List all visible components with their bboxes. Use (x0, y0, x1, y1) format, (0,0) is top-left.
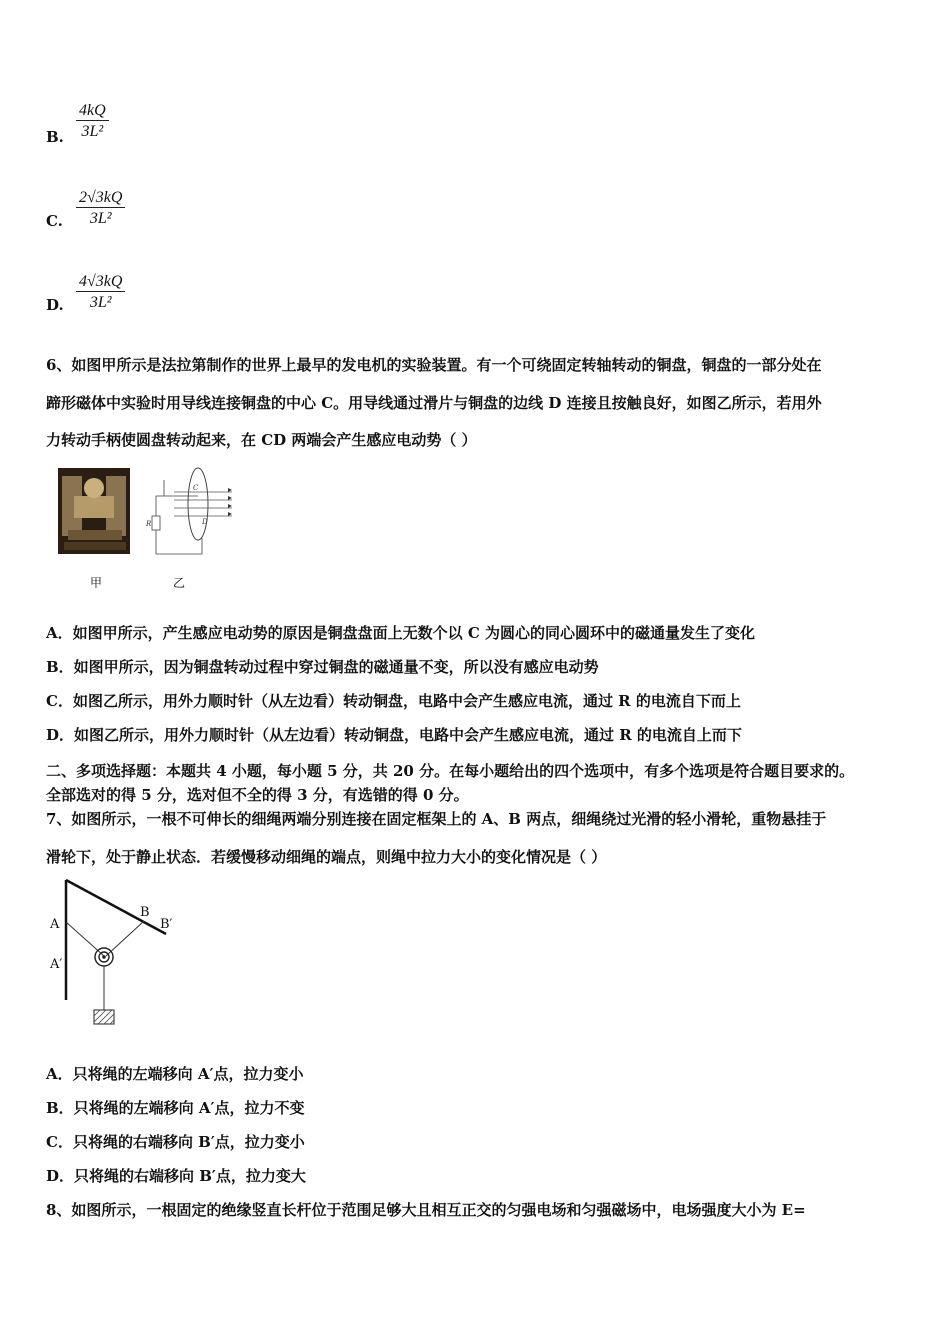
q6-line-1: 6、如图甲所示是法拉第制作的世界上最早的发电机的实验装置。有一个可绕固定转轴转动的铜盘，铜盘的一部分处在 (46, 356, 822, 374)
copper-disk-circuit-diagram (144, 466, 238, 562)
option-d-numerator: 4√3kQ (76, 273, 125, 292)
figure-caption-jia: 甲 (90, 576, 103, 590)
q8-line-1: 8、如图所示，一根固定的绝缘竖直长杆位于范围足够大且相互正交的匀强电场和匀强磁场中，电场强度大小为 E= (46, 1201, 806, 1219)
section2-line-2: 全部选对的得 5 分，选对但不全的得 3 分，有选错的得 0 分。 (46, 786, 469, 804)
option-c-fraction (76, 189, 125, 228)
pulley-frame-diagram (46, 876, 186, 1028)
label-b-prime: B′ (160, 917, 173, 932)
q7-line-1: 7、如图所示，一根不可伸长的细绳两端分别连接在固定框架上的 A、B 两点，细绳绕过光滑的轻小滑轮，重物悬挂于 (46, 810, 827, 828)
q7-line-2: 滑轮下，处于静止状态．若缓慢移动细绳的端点，则绳中拉力大小的变化情况是（ ） (46, 848, 607, 866)
label-b: B (140, 905, 150, 920)
label-d: D (202, 518, 208, 526)
option-b-denominator: 3L² (81, 123, 104, 140)
option-c-letter: C. (46, 212, 63, 230)
label-a-prime: A′ (50, 957, 63, 972)
faraday-generator-photo (58, 468, 130, 554)
q7-option-c: C．只将绳的右端移向 B′点，拉力变小 (46, 1133, 305, 1151)
q7-option-a: A．只将绳的左端移向 A′点，拉力变小 (46, 1065, 304, 1083)
label-a: A (50, 917, 60, 932)
option-b-numerator: 4kQ (76, 102, 109, 121)
label-c: C (193, 484, 199, 492)
q7-option-b: B．只将绳的左端移向 A′点，拉力不变 (46, 1099, 305, 1117)
q6-option-a: A．如图甲所示，产生感应电动势的原因是铜盘盘面上无数个以 C 为圆心的同心圆环中的磁通量发生了变化 (46, 624, 756, 642)
option-c-numerator: 2√3kQ (76, 189, 125, 208)
option-d-denominator: 3L² (89, 294, 112, 311)
q6-option-d: D．如图乙所示，用外力顺时针（从左边看）转动铜盘，电路中会产生感应电流，通过 R 的电流自上而下 (46, 726, 742, 744)
option-d-fraction (76, 273, 125, 312)
option-b-fraction (76, 102, 109, 141)
option-b-letter: B. (46, 128, 64, 146)
q6-line-3: 力转动手柄使圆盘转动起来，在 CD 两端会产生感应电动势（ ） (46, 431, 477, 449)
q7-option-d: D．只将绳的右端移向 B′点，拉力变大 (46, 1167, 306, 1185)
section2-line-1: 二、多项选择题：本题共 4 小题，每小题 5 分，共 20 分。在每小题给出的四个选项中，有多个选项是符合题目要求的。 (46, 762, 855, 780)
q6-line-2: 蹄形磁体中实验时用导线连接铜盘的中心 C。用导线通过滑片与铜盘的边线 D 连接且按触良好，如图乙所示，若用外 (46, 394, 822, 412)
label-r: R (146, 520, 152, 528)
option-c-denominator: 3L² (89, 210, 112, 227)
figure-caption-yi: 乙 (173, 576, 186, 590)
option-d-letter: D. (46, 296, 64, 314)
q6-option-b: B．如图甲所示，因为铜盘转动过程中穿过铜盘的磁通量不变，所以没有感应电动势 (46, 658, 599, 676)
q6-option-c: C．如图乙所示，用外力顺时针（从左边看）转动铜盘，电路中会产生感应电流，通过 R 的电流自下而上 (46, 692, 741, 710)
